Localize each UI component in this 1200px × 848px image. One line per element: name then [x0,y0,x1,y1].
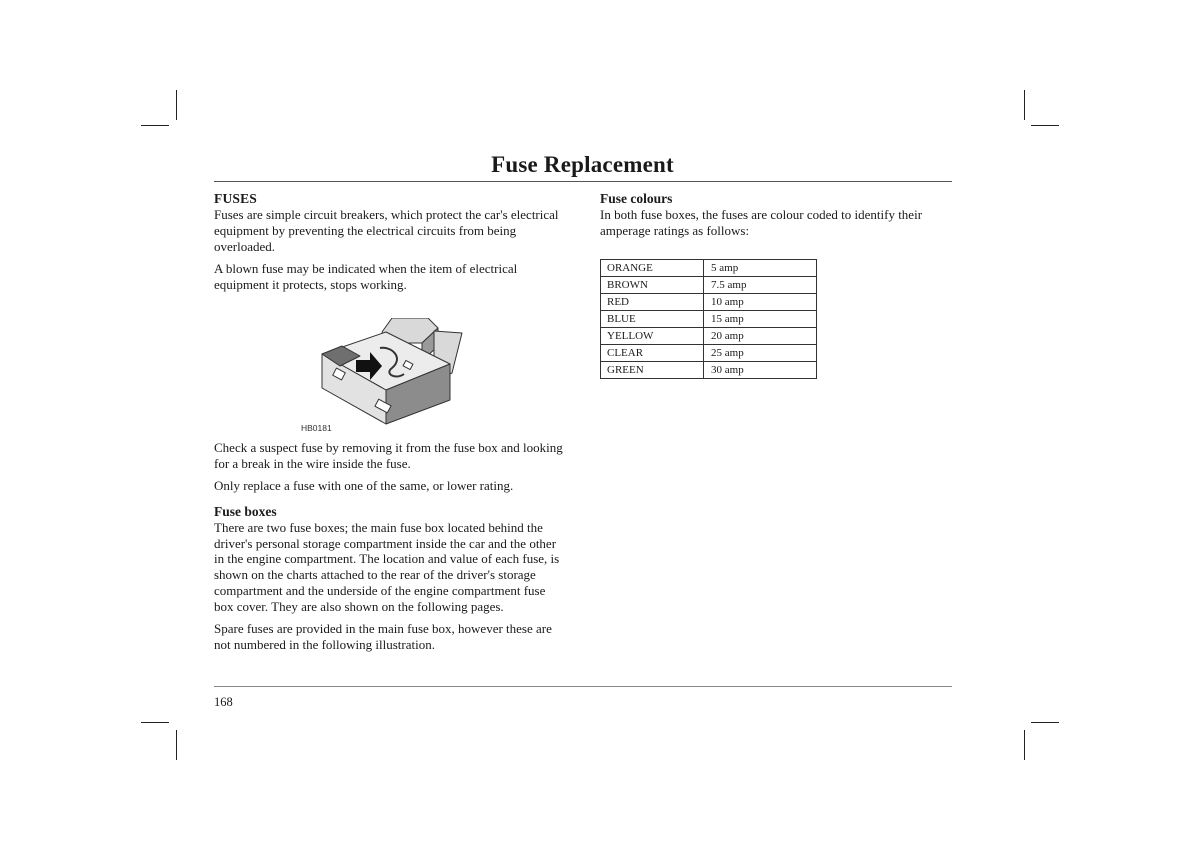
fuses-heading: FUSES [214,191,258,206]
table-row [601,328,817,345]
fuse-rating: 5 amp [704,260,817,277]
crop-mark [1031,722,1059,723]
crop-mark [141,125,169,126]
fuse-boxes-paragraph-2: Spare fuses are provided in the main fuse box, however these are not numbered in the following illustration. [214,621,552,652]
crop-mark [1024,90,1025,120]
check-paragraph-1: Check a suspect fuse by removing it from the fuse box and looking for a break in the wire inside the fuse. [214,440,563,471]
fuse-rating: 10 amp [704,294,817,311]
left-column-lower [214,440,566,659]
fuse-colour: BLUE [601,311,704,328]
page-title: Fuse Replacement [491,152,674,177]
crop-mark [176,730,177,760]
table-row [601,311,817,328]
table-row [601,362,817,379]
fuse-colours-paragraph: In both fuse boxes, the fuses are colour coded to identify their amperage ratings as follows: [600,206,923,238]
fuse-colour: YELLOW [601,328,704,345]
fuse-colour: BROWN [601,277,704,294]
table-row [601,345,817,362]
crop-mark [141,722,169,723]
fuse-rating: 15 amp [704,311,817,328]
fuse-colour-table [600,259,817,379]
page-number: 168 [214,695,233,709]
fuse-rating: 30 amp [704,362,817,379]
table-row [601,277,817,294]
fuse-colours-heading: Fuse colours [600,191,673,206]
right-column [600,191,952,245]
fuse-colour: RED [601,294,704,311]
fuse-rating: 25 amp [704,345,817,362]
crop-mark [1031,125,1059,126]
check-paragraph-2: Only replace a fuse with one of the same, or lower rating. [214,477,514,493]
fuse-colour: CLEAR [601,345,704,362]
fuse-colour: GREEN [601,362,704,379]
fuse-boxes-heading: Fuse boxes [214,503,277,519]
fuse-colour: ORANGE [601,260,704,277]
table-row [601,260,817,277]
table-row [601,294,817,311]
blade-fuse-illustration [300,318,470,438]
fuses-paragraph-1: Fuses are simple circuit breakers, which protect the car's electrical equipment by preventing the electrical circuits from being overloaded. [214,206,559,254]
left-column [214,191,566,298]
footer-rule [214,686,952,687]
crop-mark [176,90,177,120]
figure-label: HB0181 [301,423,332,433]
title-rule [214,181,952,182]
fuse-rating: 7.5 amp [704,277,817,294]
fuse-boxes-paragraph-1: There are two fuse boxes; the main fuse box located behind the driver's personal storage compartment inside the car and the other in the engine compartment. The location and value of each fuse, is shown on the charts attached to the rear of the driver's storage compartment and the underside of the engine compartment fuse box cover. They are also shown on the following pages. [214,519,560,615]
crop-mark [1024,730,1025,760]
fuses-paragraph-2: A blown fuse may be indicated when the item of electrical equipment it protects, stops working. [214,260,518,292]
fuse-rating: 20 amp [704,328,817,345]
